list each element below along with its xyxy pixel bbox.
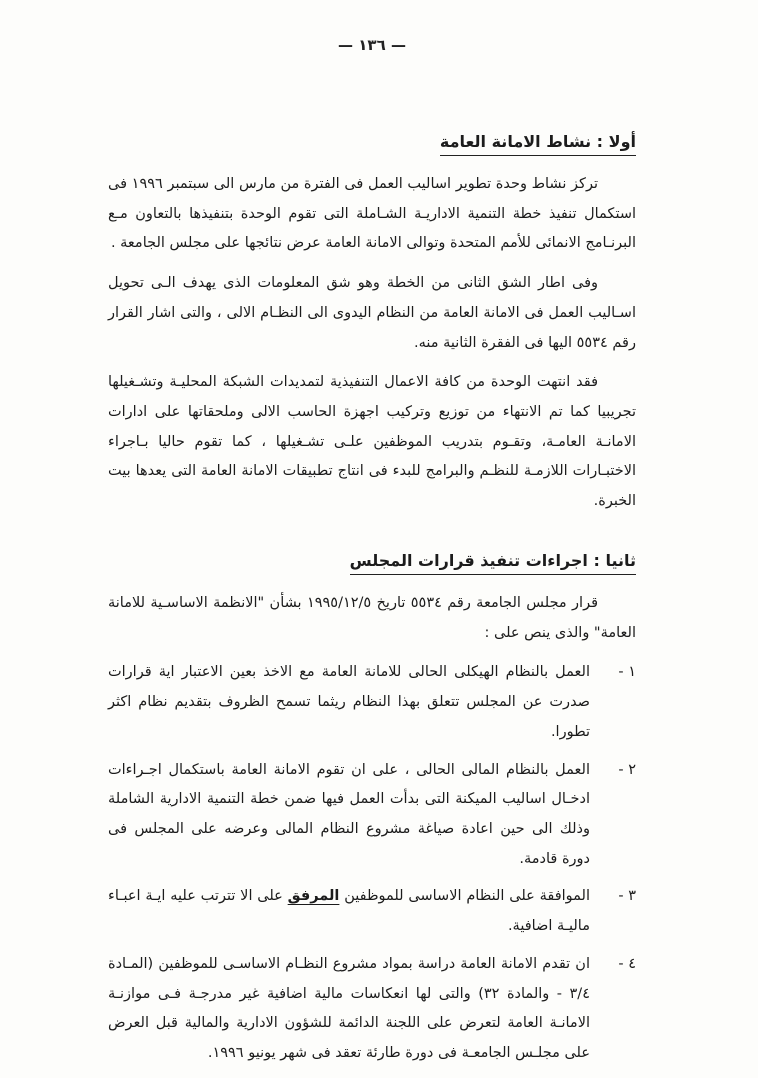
section-2-heading-row xyxy=(108,551,636,589)
list-item-text: العمل بالنظام المالى الحالى ، على ان تقوم الامانة العامة باستكمال اجـراءات ادخـال اساليب الميكنة التى بدأت العمل فيها ضمن خطة التنمية الادارية الشاملة وذلك الى حين اعادة صياغة مشروع النظام المالى وعرضه على المجلس فى دورة قادمة. xyxy=(108,761,590,867)
decision-list xyxy=(108,658,636,1068)
list-item xyxy=(108,950,636,1069)
list-item-number: ٤ - xyxy=(618,955,636,972)
list-item-number: ٣ - xyxy=(618,888,636,905)
section-2-intro-paragraph: قرار مجلس الجامعة رقم ٥٥٣٤ تاريخ ١٩٩٥/١٢/٥ بشأن "الانظمة الاساسـية للامانة العامة" والذى ينص على : xyxy=(108,594,636,641)
section-1-heading-row xyxy=(108,132,636,170)
list-item-text-post: على الا تترتب عليه ايـة اعبـاء ماليـة اضافية. xyxy=(108,888,590,935)
list-item-text-pre: الموافقة على النظام الاساسى للموظفين xyxy=(339,888,590,905)
list-item-number: ٢ - xyxy=(618,761,636,778)
list-item xyxy=(108,658,636,747)
section-1-heading: أولا : نشاط الامانة العامة xyxy=(440,132,636,156)
list-item-number: ١ - xyxy=(618,664,636,681)
list-item-text xyxy=(108,882,590,941)
list-item-text: ان تقدم الامانة العامة دراسة بمواد مشروع النظـام الاساسـى للموظفين (المـادة ٣/٤ - والمادة ٣٢) والتى لها انعكاسات مالية اضافية غير مدرجـة فـى موازنـة الامانـة العامة لتعرض على اللجنة الدائمة للشؤون الادارية والمالية قبل العرض على مجلـس الجامعـة فى دورة طارئة تعقد فى شهر يونيو ١٩٩٦. xyxy=(108,955,590,1061)
list-item xyxy=(108,756,636,875)
list-item xyxy=(108,882,636,941)
section-1-paragraph-3: فقد انتهت الوحدة من كافة الاعمال التنفيذية لتمديدات الشبكة المحليـة وتشـغيلها تجريبيا كما تم الانتهاء من توزيع وتركيب اجهزة الحاسب الالى وملحقاتها على ادارات الامانـة العامـة، وتقـوم بتدريب الموظفين علـى تشـغيلها ، كما تقوم حاليا بـاجراء الاختبـارات اللازمـة للنظـم والبرامج للبدء فى انتاج تطبيقات الامانة العامة التى يعدها بيت الخبرة. xyxy=(108,374,636,510)
attached-word-underlined: المرفق xyxy=(287,888,340,905)
page-number: — ١٣٦ — xyxy=(338,36,406,54)
section-2-heading: ثانيا : اجراءات تنفيذ قرارات المجلس xyxy=(350,551,636,575)
section-1-paragraph-1: تركز نشاط وحدة تطوير اساليب العمل فى الفترة من مارس الى سبتمبر ١٩٩٦ فى استكمال تنفيذ خطة التنمية الاداريـة الشـاملة التى تقوم الوحدة بتنفيذها بالتعاون مـع البرنـامج الانمائى للأمم المتحدة وتوالى الامانة العامة عرض نتائجها على مجلس الجامعة . xyxy=(108,176,636,252)
section-1-paragraph-2: وفى اطار الشق الثانى من الخطة وهو شق المعلومات الذى يهدف الـى تحويل اسـاليب العمل فى الامانة العامة من النظام اليدوى الى النظـام الالى ، والتى اشار القرار رقم ٥٥٣٤ اليها فى الفقرة الثانية منه. xyxy=(108,275,636,351)
list-item-text: العمل بالنظام الهيكلى الحالى للامانة العامة مع الاخذ بعين الاعتبار اية قرارات صدرت عن المجلس تتعلق بهذا النظام ريثما تسمح الظروف بتقديم نظام اكثر تطورا. xyxy=(108,664,590,740)
